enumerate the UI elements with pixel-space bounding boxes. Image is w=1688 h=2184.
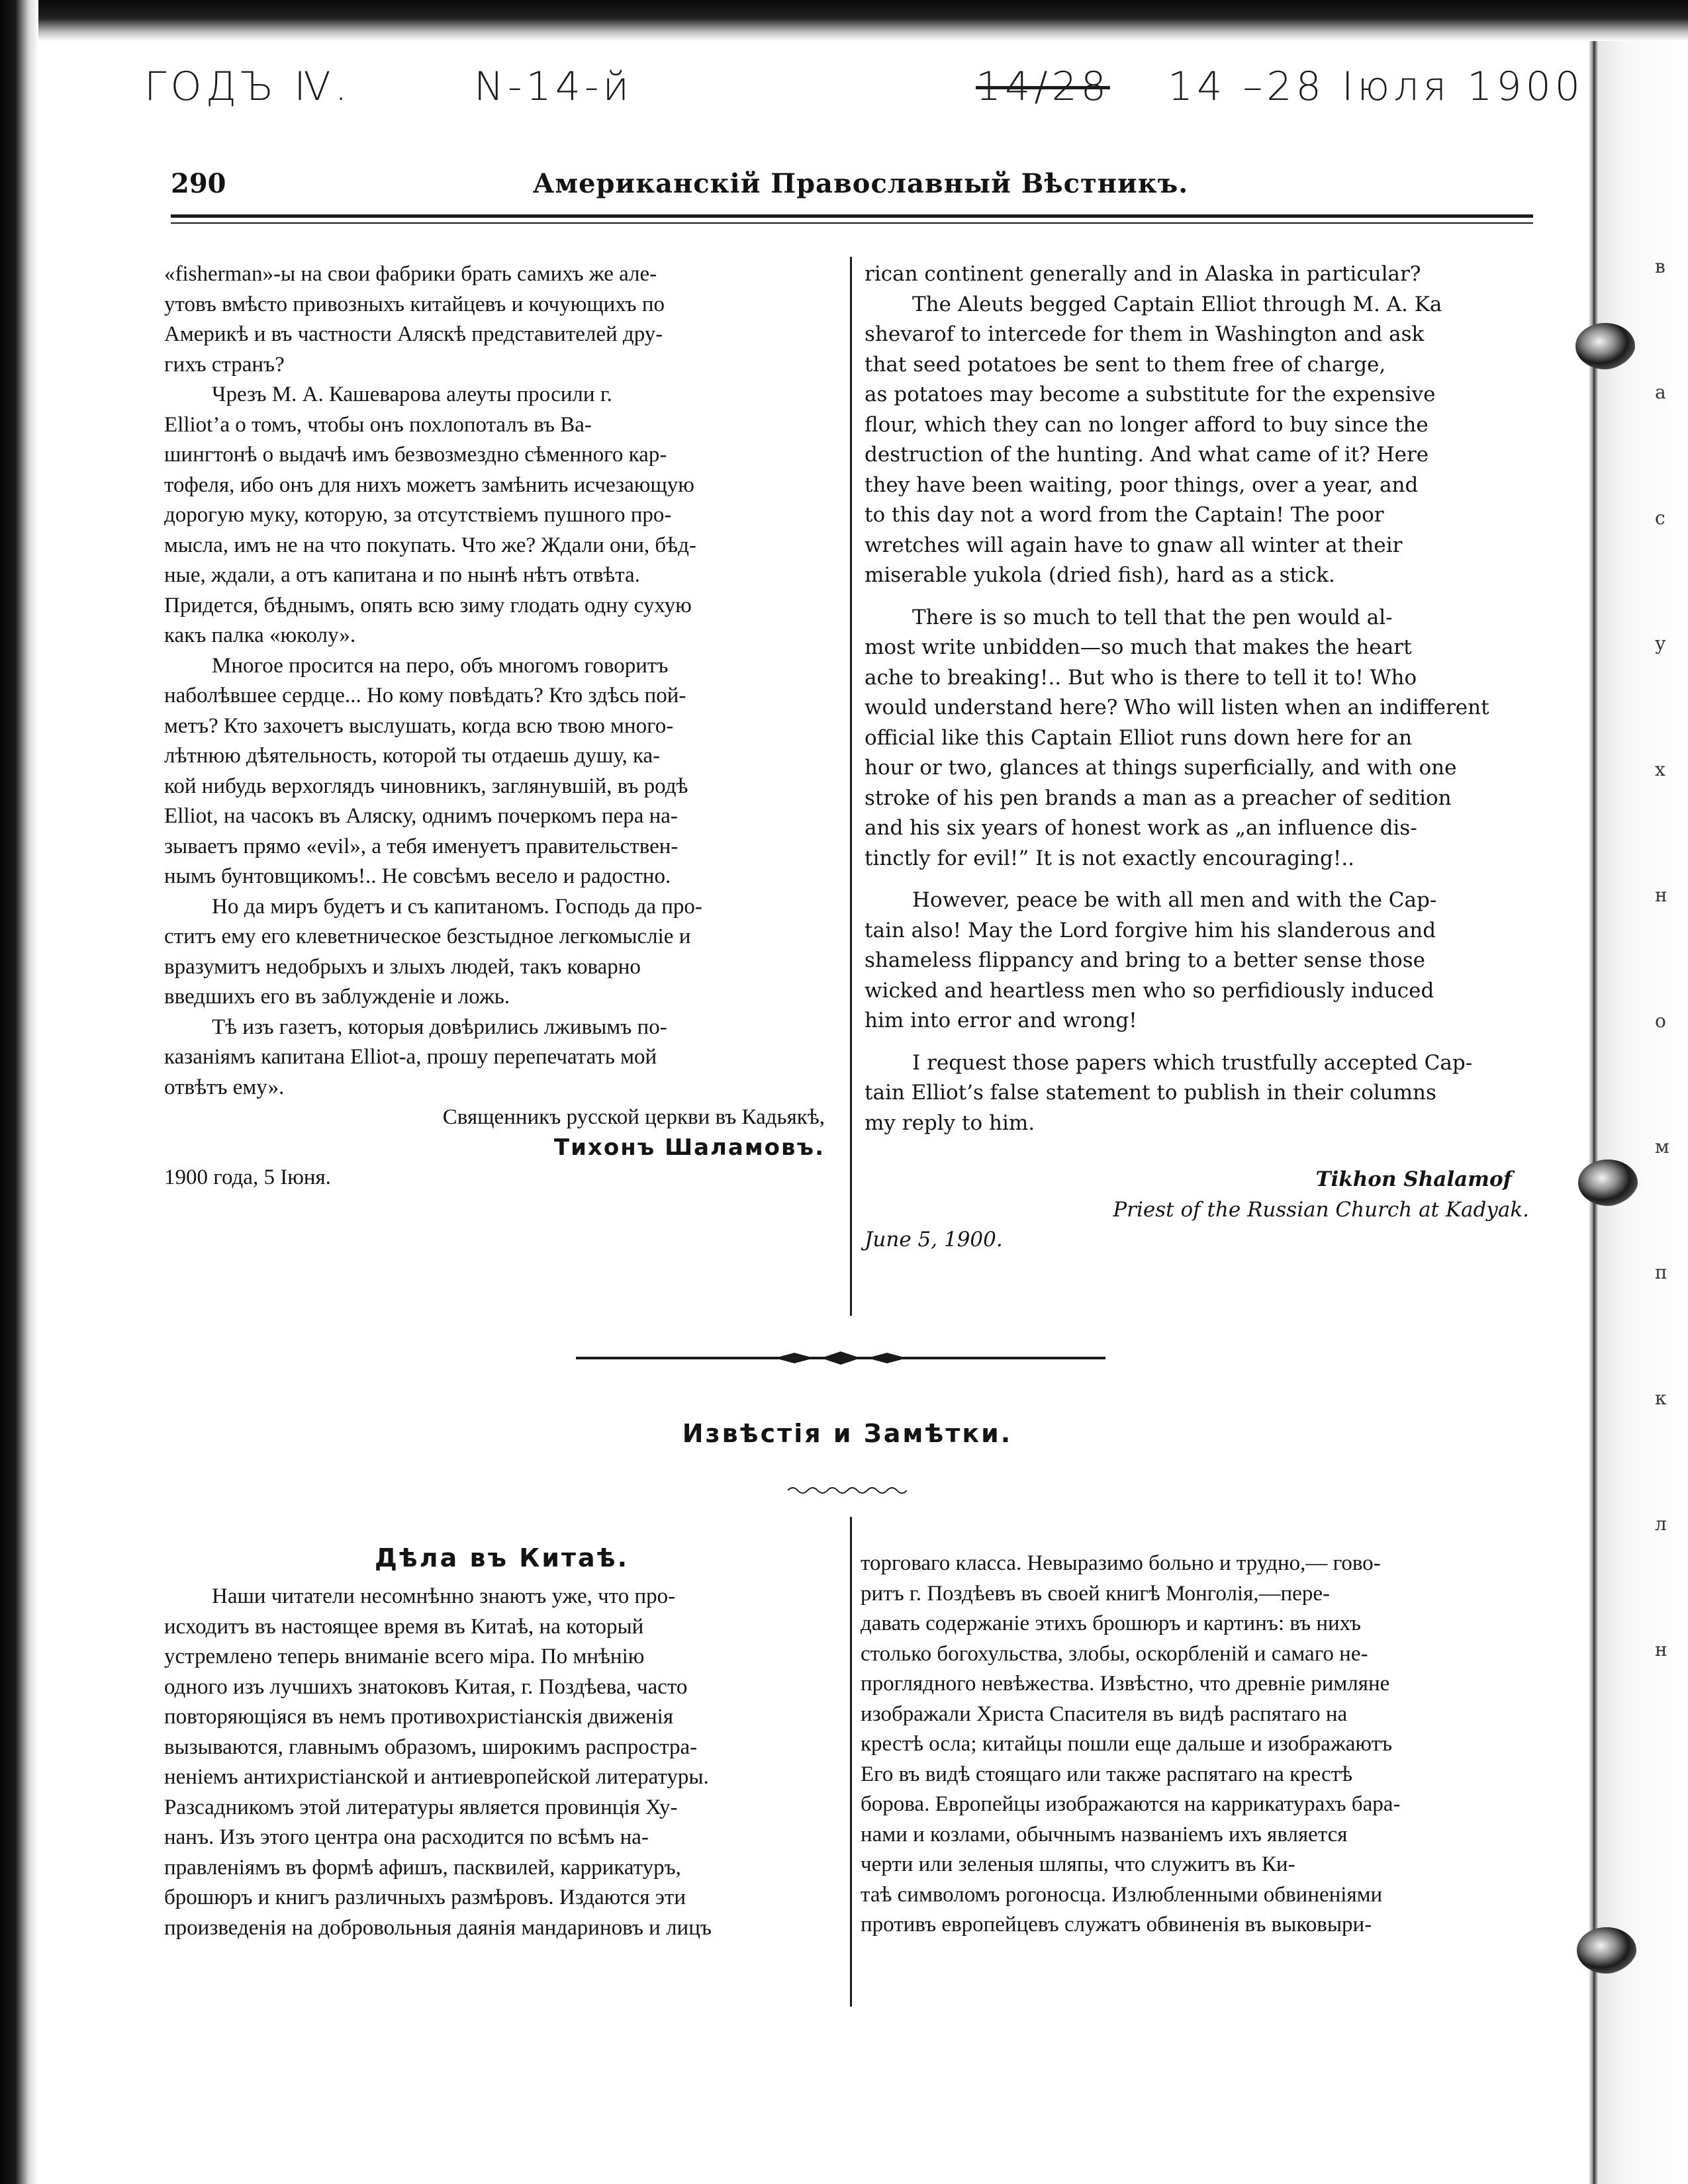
text-line: шингтонѣ о выдачѣ имъ безвозмездно сѣменного кар-: [164, 443, 667, 467]
column-divider: [850, 1517, 852, 2007]
text-line: введшихъ его въ заблужденіе и ложь.: [164, 985, 510, 1009]
text-line: правленіямъ въ формѣ афишъ, пасквилей, каррикатуръ,: [164, 1855, 681, 1880]
article-left-column: [164, 1582, 835, 1943]
text-line: борова. Европейцы изображаются на каррикатурахъ бара-: [861, 1792, 1401, 1816]
bleed-letter: х: [1655, 758, 1665, 780]
bleed-letter: в: [1655, 255, 1665, 277]
text-line: shameless flippancy and bring to a better sense those: [865, 948, 1425, 972]
text-line: tain Elliot’s false statement to publish in their columns: [865, 1081, 1436, 1105]
text-line: противъ европейцевъ служатъ обвиненія въ выковыри-: [861, 1913, 1372, 1936]
text-line: крестѣ осла; китайцы пошли еще дальше и изображаютъ: [861, 1732, 1393, 1756]
text-line: shevarof to intercede for them in Washington and ask: [865, 322, 1425, 346]
header-rule: [171, 214, 1533, 218]
text-line: rican continent generally and in Alaska in particular?: [865, 262, 1421, 286]
text-line: that seed potatoes be sent to them free of charge,: [865, 352, 1386, 377]
text-line: There is so much to tell that the pen would al-: [912, 605, 1393, 629]
text-line: my reply to him.: [865, 1111, 1035, 1135]
text-line: Разсадникомъ этой литературы является провинція Ху-: [164, 1795, 678, 1819]
text-line: Но да миръ будетъ и съ капитаномъ. Господь да про-: [212, 894, 702, 919]
text-line: and his six years of honest work as „an influence dis-: [865, 816, 1417, 840]
text-line: Тѣ изъ газетъ, которыя довѣрились лживымъ по-: [212, 1015, 667, 1039]
text-line: Многое просится на перо, объ многомъ говоритъ: [212, 653, 669, 678]
running-title: Американскій Православный Вѣстникъ.: [532, 168, 1189, 199]
text-line: изображали Христа Спасителя въ видѣ распятаго на: [861, 1702, 1348, 1726]
text-line: However, peace be with all men and with the Cap-: [912, 888, 1437, 912]
text-line: давать содержаніе этихъ брошюръ и картинъ: въ нихъ: [861, 1612, 1361, 1635]
text-line: черти или зеленыя шляпы, что служитъ въ Ки-: [861, 1852, 1295, 1876]
text-line: Америкѣ и въ частности Аляскѣ представителей дру-: [164, 322, 663, 346]
bleed-letter: н: [1655, 1639, 1667, 1661]
text-line: tinctly for evil!” It is not exactly encouraging!..: [865, 846, 1355, 870]
adjacent-page-text: [1655, 251, 1683, 1760]
bleed-letter: к: [1655, 1387, 1667, 1409]
text-line: неніемъ антихристіанской и антиевропейской литературы.: [164, 1765, 709, 1789]
header-rule-thin: [171, 222, 1533, 224]
text-line: would understand here? Who will listen when an indifferent: [865, 696, 1489, 719]
letter-date: June 5, 1900.: [865, 1228, 1003, 1251]
text-line: they have been waiting, poor things, over a year, and: [865, 473, 1419, 497]
text-line: flour, which they can no longer afford to buy since the: [865, 412, 1429, 437]
text-line: «fisherman»-ы на свои фабрики брать самихъ же але-: [164, 262, 657, 286]
text-line: повторяющіяся въ немъ противохристіанскія движенія: [164, 1705, 674, 1729]
page-number: 290: [171, 168, 226, 199]
text-line: наболѣвшее сердце... Но кому повѣдать? Кто здѣсь пой-: [164, 684, 686, 707]
text-line: wicked and heartless men who so perfidiously induced: [865, 978, 1434, 1003]
text-line: to this day not a word from the Captain! The poor: [865, 503, 1384, 527]
handwritten-year: ГОДЪ Ⅳ.: [144, 64, 352, 110]
scan-left-edge: [0, 0, 38, 2184]
text-line: нымъ бунтовщикомъ!.. Не совсѣмъ весело и радостно.: [164, 864, 671, 888]
text-line: тофеля, ибо онъ для нихъ можетъ замѣнить исчезающую: [164, 473, 694, 497]
bleed-letter: н: [1655, 884, 1667, 906]
text-line: Elliot’а о томъ, чтобы онъ похлопоталъ въ Ва-: [164, 412, 592, 437]
text-line: Чрезъ М. А. Кашеварова алеуты просили г.: [212, 383, 612, 406]
text-line: most write unbidden—so much that makes the heart: [865, 635, 1412, 659]
bleed-letter: п: [1655, 1261, 1667, 1283]
text-line: произведенія на добровольныя даянія мандариновъ и лицъ: [164, 1915, 712, 1940]
text-line: ные, ждали, а отъ капитана и по нынѣ нѣтъ отвѣта.: [164, 563, 640, 587]
bleed-letter: л: [1655, 1513, 1667, 1535]
text-line: as potatoes may become a substitute for the expensive: [865, 383, 1436, 406]
text-line: him into error and wrong!: [865, 1009, 1137, 1032]
bleed-letter: о: [1655, 1010, 1666, 1032]
text-line: official like this Captain Elliot runs down here for an: [865, 725, 1413, 750]
signature-name: Тихонъ Шаламовъ.: [553, 1134, 825, 1161]
text-line: брошюръ и книгъ различныхъ размѣровъ. Издаются эти: [164, 1886, 686, 1909]
text-line: destruction of the hunting. And what came of it? Here: [865, 443, 1429, 467]
text-line: Elliot, на часокъ въ Аляску, однимъ почеркомъ пера на-: [164, 804, 678, 828]
text-line: утовъ вмѣсто привозныхъ китайцевъ и кочующихъ по: [164, 292, 665, 316]
bleed-letter: а: [1655, 381, 1666, 403]
article-title: Дѣла въ Китаѣ.: [374, 1543, 630, 1572]
signature-position: Priest of the Russian Church at Kadyak.: [1113, 1197, 1529, 1222]
handwritten-number: N-14-й: [474, 64, 633, 110]
text-line: wretches will again have to gnaw all winter at their: [865, 533, 1403, 557]
text-line: дорогую муку, которую, за отсутствіемъ пушного про-: [164, 503, 672, 527]
text-line: нанъ. Изъ этого центра она расходится по всѣмъ на-: [164, 1825, 649, 1849]
text-line: Наши читатели несомнѣнно знаютъ уже, что про-: [212, 1584, 676, 1608]
text-line: устремлено теперь вниманіе всего міра. По мнѣнію: [164, 1645, 645, 1668]
handwritten-struck-date: 14/28: [976, 64, 1110, 110]
signature-line: Священникъ русской церкви въ Кадьякѣ,: [442, 1105, 825, 1129]
text-line: торговаго класса. Невыразимо больно и трудно,— гово-: [861, 1551, 1381, 1575]
binder-ring-icon: [1575, 323, 1635, 369]
text-line: казаніямъ капитана Elliot-а, прошу перепечатать мой: [164, 1045, 657, 1069]
handwritten-date: 14 –28 Іюля 1900: [1168, 64, 1584, 110]
section-title: Извѣстія и Замѣтки.: [682, 1419, 1013, 1448]
text-line: вызываются, главнымъ образомъ, широкимъ распростра-: [164, 1735, 698, 1759]
text-line: столько богохульства, злобы, оскорбленій и самаго не-: [861, 1641, 1368, 1666]
binder-ring-icon: [1578, 1160, 1638, 1206]
text-line: вразумитъ недобрыхъ и злыхъ людей, такъ коварно: [164, 954, 641, 979]
text-line: отвѣтъ ему».: [164, 1075, 285, 1099]
text-line: исходитъ въ настоящее время въ Китаѣ, на который: [164, 1614, 644, 1639]
text-line: I request those papers which trustfully accepted Cap-: [912, 1050, 1473, 1075]
russian-letter: [164, 259, 835, 1193]
text-line: ритъ г. Поздѣевъ въ своей книгѣ Монголія,—пере-: [861, 1581, 1330, 1606]
bleed-letter: с: [1655, 507, 1665, 529]
text-line: hour or two, glances at things superficially, and with one: [865, 756, 1457, 780]
text-line: лѣтнюю дѣятельность, которой ты отдаешь душу, ка-: [164, 744, 661, 768]
text-line: нами и козлами, обычнымъ названіемъ ихъ является: [861, 1822, 1348, 1846]
text-line: The Aleuts begged Captain Elliot through M. A. Ka: [912, 292, 1442, 316]
text-line: ache to breaking!.. But who is there to tell it to! Who: [865, 665, 1417, 690]
wave-divider-icon: [788, 1485, 907, 1496]
letter-date: 1900 года, 5 Іюня.: [164, 1165, 331, 1189]
text-line: miserable yukola (dried fish), hard as a stick.: [865, 563, 1335, 587]
text-line: гихъ странъ?: [164, 352, 285, 377]
text-line: Его въ видѣ стоящаго или также распятаго на крестѣ: [861, 1762, 1353, 1786]
text-line: зываетъ прямо «evil», а тебя именуетъ правительствен-: [164, 834, 679, 858]
text-line: мысла, имъ не на что покупать. Что же? Ждали они, бѣд-: [164, 533, 696, 557]
text-line: tain also! May the Lord forgive him his slanderous and: [865, 918, 1436, 942]
text-line: Придется, бѣднымъ, опять всю зиму глодать одну сухую: [164, 593, 692, 617]
binder-ring-icon: [1577, 1927, 1636, 1974]
text-line: stroke of his pen brands a man as a preacher of sedition: [865, 786, 1452, 810]
text-line: таѣ символомъ рогоносца. Излюбленными обвиненіями: [861, 1882, 1383, 1907]
text-line: какъ палка «юколу».: [164, 623, 356, 647]
english-letter: [865, 259, 1540, 1255]
text-line: ститъ ему его клеветническое безстыдное легкомысліе и: [164, 925, 691, 948]
signature-name: Tikhon Shalamof: [1315, 1167, 1512, 1191]
scan-top-edge: [38, 0, 1688, 41]
bleed-letter: у: [1655, 633, 1666, 655]
text-line: одного изъ лучшихъ знатоковъ Китая, г. Поздѣева, часто: [164, 1674, 688, 1699]
bleed-letter: м: [1655, 1136, 1669, 1158]
text-line: кой нибудь верхоглядъ чиновникъ, заглянувшій, въ родѣ: [164, 774, 688, 798]
ornament-divider-icon: [576, 1350, 1105, 1366]
column-divider: [850, 257, 852, 1316]
text-line: метъ? Кто захочетъ выслушать, когда всю твою много-: [164, 713, 674, 738]
text-line: проглядного невѣжества. Извѣстно, что древніе римляне: [861, 1672, 1390, 1696]
article-right-column: [861, 1549, 1542, 1940]
